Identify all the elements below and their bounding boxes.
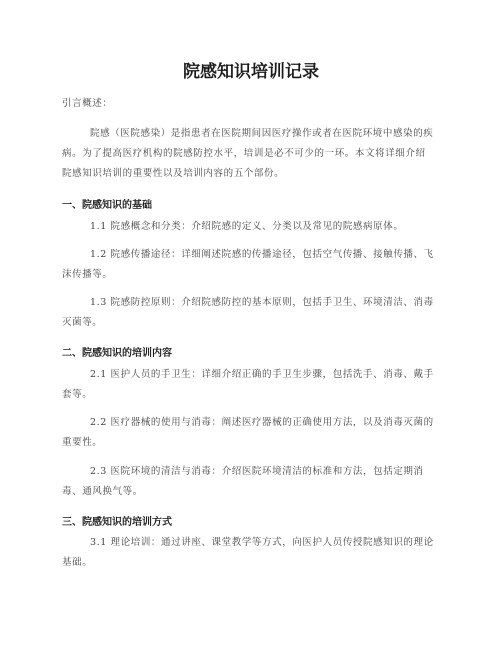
item-line: 重要性。 (62, 437, 103, 448)
intro-paragraph (62, 124, 440, 184)
item-line: 2.1 医护人员的手卫生：详细介绍正确的手卫生步骤，包括洗手、消毒、戴手 (90, 369, 434, 380)
item-line: 2.3 医院环境的清洁与消毒：介绍医院环境清洁的标准和方法，包括定期消 (90, 466, 424, 477)
intro-label-text: 引言概述： (62, 98, 113, 109)
item-line: 3.1 理论培训：通过讲座、课堂教学等方式，向医护人员传授院感知识的理论 (90, 537, 434, 548)
section-item (62, 462, 440, 502)
intro-line: 院感知识培训的重要性以及培训内容的五个部份。 (62, 168, 285, 179)
section-item (62, 245, 440, 285)
section-item (62, 365, 440, 405)
section-heading: 二、院感知识的培训内容 (62, 348, 172, 359)
item-line: 沫传播等。 (62, 269, 113, 280)
item-line: 毒、通风换气等。 (62, 486, 143, 497)
item-line: 灭菌等。 (62, 317, 103, 328)
document-title: 院感知识培训记录 (183, 62, 319, 82)
intro-line: 病。为了提高医疗机构的院感防控水平，培训是必不可少的一环。本文将详细介绍 (62, 148, 426, 159)
item-line: 1.3 院感防控原则：介绍院感防控的基本原则，包括手卫生、环境清洁、消毒 (90, 297, 434, 308)
item-line: 1.2 院感传播途径：详细阐述院感的传播途径，包括空气传播、接触传播、飞 (90, 249, 434, 260)
intro-label (62, 94, 440, 114)
section-item (62, 217, 440, 237)
section-item (62, 533, 440, 573)
section-item (62, 413, 440, 453)
item-line: 基础。 (62, 557, 93, 568)
item-line: 套等。 (62, 389, 93, 400)
section-heading: 三、院感知识的培训方式 (62, 517, 172, 528)
section-item (62, 293, 440, 333)
item-line: 2.2 医疗器械的使用与消毒：阐述医疗器械的正确使用方法，以及消毒灭菌的 (90, 417, 434, 428)
item-line: 1.1 院感概念和分类：介绍院感的定义、分类以及常见的院感病原体。 (90, 221, 404, 232)
intro-line: 院感（医院感染）是指患者在医院期间因医疗操作或者在医院环境中感染的疾 (90, 128, 434, 139)
section-heading: 一、院感知识的基础 (62, 200, 152, 211)
